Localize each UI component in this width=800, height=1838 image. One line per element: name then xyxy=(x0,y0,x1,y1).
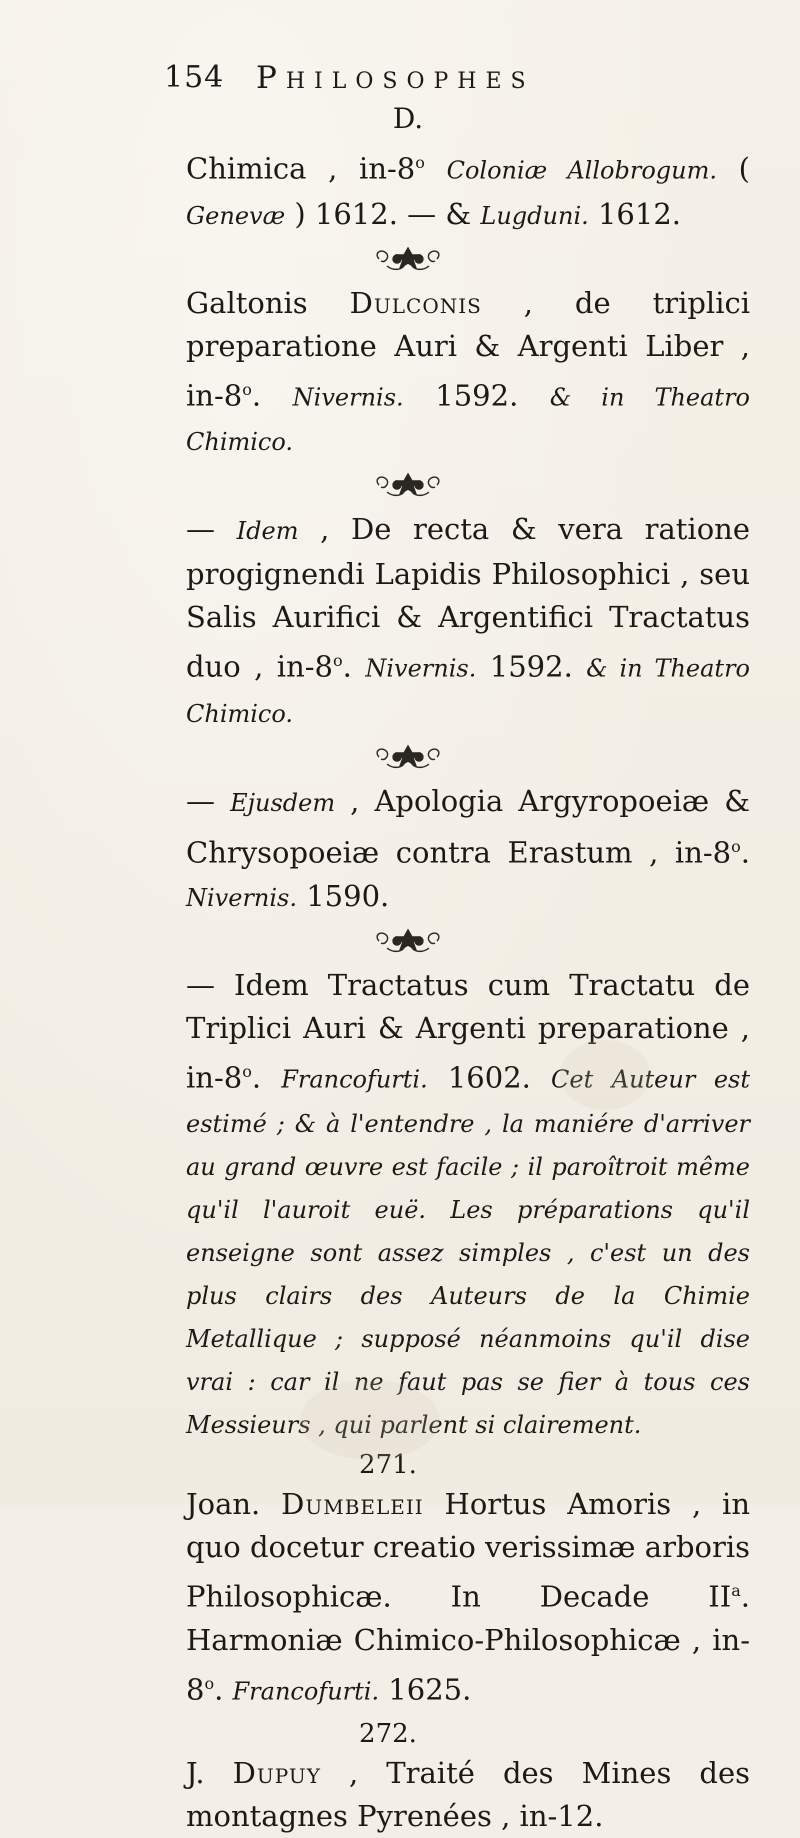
entry-idem-de-recta xyxy=(186,508,750,736)
entry-text-segment: — Idem Tractatus cum Tractatu de Triplici Auri & Argenti preparatione , in-8 xyxy=(186,967,750,1095)
running-head xyxy=(164,60,750,100)
entry-text-segment: a xyxy=(731,1581,741,1601)
entry-text-segment: & in Theatro Chimico. xyxy=(186,654,751,728)
fleuron-icon xyxy=(371,742,445,772)
entry-text-segment: Nivernis. xyxy=(292,383,404,412)
entry-text-segment: 1612. xyxy=(588,196,681,231)
entry-text-segment: Hortus Amoris , in quo docetur creatio verissimæ arboris Philosophicæ. In Decade II xyxy=(186,1487,750,1614)
fleuron-icon xyxy=(371,244,445,274)
fleuron-ornament xyxy=(186,742,630,776)
entry-text-segment: Francofurti. xyxy=(281,1065,428,1094)
running-title: Philosophes xyxy=(256,60,535,96)
entry-text-segment: J. xyxy=(186,1755,233,1790)
entry-text-segment: Nivernis. xyxy=(365,654,477,683)
entry-text-segment: ( xyxy=(716,151,750,186)
entry-text-segment: o xyxy=(242,379,252,399)
fleuron-icon xyxy=(371,926,445,956)
entry-text-segment: . xyxy=(251,1060,282,1095)
entry-text-segment: Francofurti. xyxy=(232,1677,380,1706)
entry-text-segment: Nivernis. xyxy=(186,883,297,912)
entry-dupuy xyxy=(186,1752,750,1838)
entry-text-segment: 1590. xyxy=(297,878,390,913)
entry-text-segment: 1602. xyxy=(427,1060,551,1095)
entry-text-segment: Lugduni. xyxy=(480,201,589,230)
entry-text-segment: . xyxy=(740,835,750,870)
entry-text-segment: Ejusdem xyxy=(230,788,336,817)
entry-number: 272. xyxy=(359,1718,417,1749)
entry-text-segment: Galtonis xyxy=(186,285,350,320)
entry-text-segment: , de triplici preparatione Auri & Argenti Liber , in-8 xyxy=(186,285,750,413)
entry-text-segment: . xyxy=(214,1672,233,1707)
fleuron-ornament xyxy=(186,926,630,960)
entry-text-segment: o xyxy=(415,153,425,172)
entry-idem-tractatus xyxy=(186,964,750,1446)
entry-text-segment: Joan. xyxy=(186,1487,282,1522)
entry-text-segment: — xyxy=(186,783,231,818)
entry-text-segment: Cet Auteur est estimé ; & à l'entendre , la maniére d'arriver au grand œuvre est facile ; il paroîtroit même qu'il l'auroit euë. Les préparations qu'il enseigne sont assez simples , c'est un des plus clairs des Auteurs de la Chimie Metallique ; supposé néanmoins qu'il dise vrai : car il ne faut pas se fier à tous ces Messieurs , qui parlent si clairement. xyxy=(186,1065,750,1440)
entry-text-segment: 1592. xyxy=(403,378,550,413)
entry-text-segment: . xyxy=(342,649,366,684)
entry-text-segment xyxy=(425,152,447,186)
fleuron-icon xyxy=(371,470,445,500)
entry-text-segment: 1592. xyxy=(476,649,587,684)
fleuron-ornament xyxy=(186,244,630,278)
entry-dumbeleii xyxy=(186,1483,750,1713)
entry-text-segment: Chimica , in-8 xyxy=(186,151,416,186)
entry-text-segment: o xyxy=(333,651,343,671)
entry-text-segment: . xyxy=(251,378,293,413)
entry-ejusdem xyxy=(186,780,750,920)
entry-text-segment: — xyxy=(186,512,237,547)
entry-text-segment: , De recta & vera ratione progignendi Lapidis Philosophici , seu Salis Aurifici & Argentifici Tractatus duo , in-8 xyxy=(186,512,751,684)
entry-galtonis xyxy=(186,282,750,465)
entry-number: 271. xyxy=(359,1450,417,1481)
entry-text-segment: o xyxy=(242,1061,252,1081)
entry-text-segment: ) 1612. — & xyxy=(285,196,481,231)
entry-text-segment: Coloniæ Allobrogum. xyxy=(446,156,717,185)
entry-text-segment: , Traité des Mines des montagnes Pyrenées , in-12. xyxy=(186,1755,751,1833)
page-number: 154 xyxy=(164,60,225,95)
fleuron-ornament xyxy=(186,470,630,504)
entry-text-segment: & in Theatro Chimico. xyxy=(186,383,750,457)
entry-text-segment: Idem xyxy=(236,517,299,546)
entry-text-segment: Dupuy xyxy=(232,1755,321,1790)
entry-text-segment: Genevæ xyxy=(186,201,286,230)
entry-chimica xyxy=(186,141,750,238)
entry-text-segment: , Apologia Argyropoeiæ & Chrysopoeiæ contra Erastum , in-8 xyxy=(186,783,751,870)
entry-text-segment: Dumbeleii xyxy=(281,1487,424,1522)
entry-text-segment: . Harmoniæ Chimico-Philosophicæ , in-8 xyxy=(186,1579,750,1707)
entry-text-segment: 1625. xyxy=(379,1672,472,1707)
entry-text-segment: Dulconis xyxy=(349,285,482,320)
entry-text-segment: o xyxy=(204,1673,215,1693)
entry-text-segment: o xyxy=(731,836,741,856)
section-letter: D. xyxy=(392,102,424,135)
catalogue-entries xyxy=(186,141,750,1838)
